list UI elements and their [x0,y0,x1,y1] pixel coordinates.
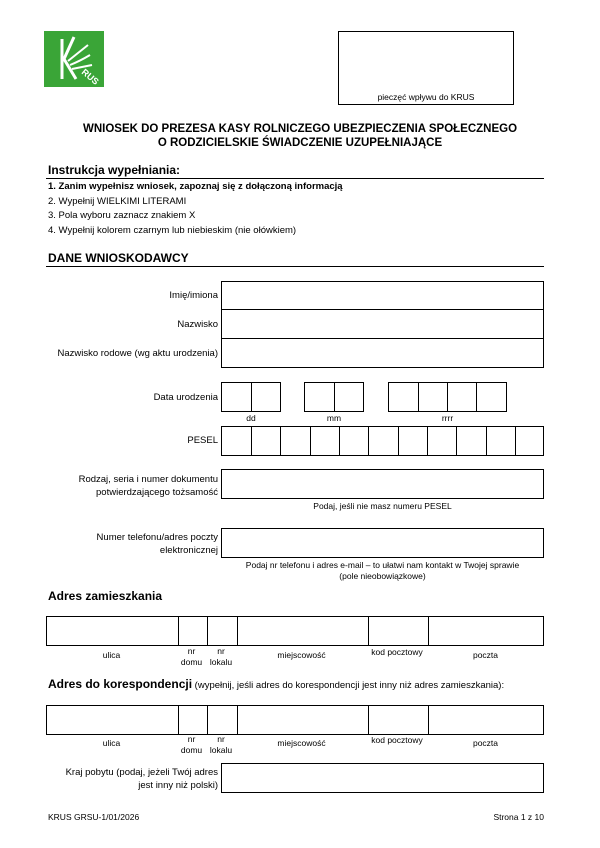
post-office-label: poczta [472,738,499,748]
stamp-label: pieczęć wpływu do KRUS [377,92,475,102]
phone-label-line1: Numer telefonu/adres poczty [96,532,218,543]
country-field[interactable] [221,763,544,793]
cell-divider [280,427,281,455]
document-label-line1: Rodzaj, seria i numer dokumentu [78,474,218,485]
instructions-heading: Instrukcja wypełniania: [48,163,181,177]
pesel-label: PESEL [187,435,218,446]
instruction-item: 3. Pola wyboru zaznacz znakiem X [48,210,196,221]
form-code: KRUS GRSU-1/01/2026 [48,812,140,822]
month-hint: mm [326,413,342,423]
postal-code-label: kod pocztowy [371,735,423,745]
phone-label-line2: elektronicznej [159,545,218,556]
cell-divider [178,706,179,734]
house-number-label-2: domu [180,657,203,667]
cell-divider [251,427,252,455]
surname-label: Nazwisko [177,319,218,330]
country-label-line1: Kraj pobytu (podaj, jeżeli Twój adres [65,767,218,778]
post-office-label: poczta [472,650,499,660]
phone-email-field[interactable] [221,528,544,558]
phone-hint-line1: Podaj nr telefonu i adres e-mail – to ułatwi nam kontakt w Twojej sprawie [245,560,520,570]
krus-logo [44,31,104,87]
city-label: miejscowość [277,650,326,660]
divider [46,178,544,179]
correspondence-heading: Adres do korespondencji [48,677,193,691]
birth-year-field[interactable] [388,382,507,412]
cell-divider [368,706,369,734]
house-number-label: nr [187,734,196,744]
residence-address-field[interactable] [46,616,544,646]
cell-divider [334,383,335,411]
cell-divider [310,427,311,455]
cell-divider [428,706,429,734]
cell-divider [368,617,369,645]
document-label-line2: potwierdzającego tożsamość [96,487,218,498]
birth-date-label: Data urodzenia [153,392,218,403]
city-label: miejscowość [277,738,326,748]
birth-day-field[interactable] [221,382,281,412]
cell-divider [178,617,179,645]
family-name-field[interactable] [221,338,544,368]
instruction-item: 1. Zanim wypełnisz wniosek, zapoznaj się z dołączoną informacją [48,181,343,192]
house-number-label: nr [187,646,196,656]
divider [46,266,544,267]
day-hint: dd [246,413,256,423]
cell-divider [515,427,516,455]
cell-divider [418,383,419,411]
cell-divider [427,427,428,455]
document-hint: Podaj, jeśli nie masz numeru PESEL [313,501,452,511]
instruction-item: 2. Wypełnij WIELKIMI LITERAMI [48,196,187,207]
cell-divider [486,427,487,455]
family-name-label: Nazwisko rodowe (wg aktu urodzenia) [57,348,218,359]
applicant-heading: DANE WNIOSKODAWCY [48,251,189,265]
form-title-line1: WNIOSEK DO PREZESA KASY ROLNICZEGO UBEZPIECZENIA SPOŁECZNEGO [82,123,518,135]
cell-divider [398,427,399,455]
cell-divider [428,617,429,645]
cell-divider [237,706,238,734]
surname-field[interactable] [221,309,544,339]
birth-month-field[interactable] [304,382,364,412]
instruction-item: 4. Wypełnij kolorem czarnym lub niebieskim (nie ołówkiem) [48,225,297,236]
stamp-box[interactable] [338,31,514,105]
svg-text:RUS: RUS [79,66,101,87]
first-name-label: Imię/imiona [169,290,218,301]
cell-divider [368,427,369,455]
flat-number-label: nr [217,734,225,744]
phone-hint-line2: (pole nieobowiązkowe) [339,571,426,581]
cell-divider [207,617,208,645]
country-label-line2: jest inny niż polski) [138,780,218,791]
cell-divider [447,383,448,411]
correspondence-note: (wypełnij, jeśli adres do korespondencji jest inny niż adres zamieszkania): [194,680,505,691]
page-number: Strona 1 z 10 [493,812,544,822]
cell-divider [251,383,252,411]
cell-divider [207,706,208,734]
year-hint: rrrr [441,413,454,423]
residence-heading: Adres zamieszkania [48,589,163,603]
cell-divider [456,427,457,455]
flat-number-label-2: lokalu [209,745,233,755]
cell-divider [237,617,238,645]
correspondence-address-field[interactable] [46,705,544,735]
flat-number-label-2: lokalu [209,657,233,667]
cell-divider [339,427,340,455]
cell-divider [476,383,477,411]
postal-code-label: kod pocztowy [371,647,423,657]
street-label: ulica [102,650,121,660]
document-field[interactable] [221,469,544,499]
krus-logo-mark [44,31,104,87]
street-label: ulica [102,738,121,748]
correspondence-heading-row [48,677,504,691]
flat-number-label: nr [217,646,225,656]
first-name-field[interactable] [221,281,544,310]
form-title-line2: O RODZICIELSKIE ŚWIADCZENIE UZUPEŁNIAJĄCE [157,137,443,149]
house-number-label-2: domu [180,745,203,755]
pesel-field[interactable] [221,426,544,456]
